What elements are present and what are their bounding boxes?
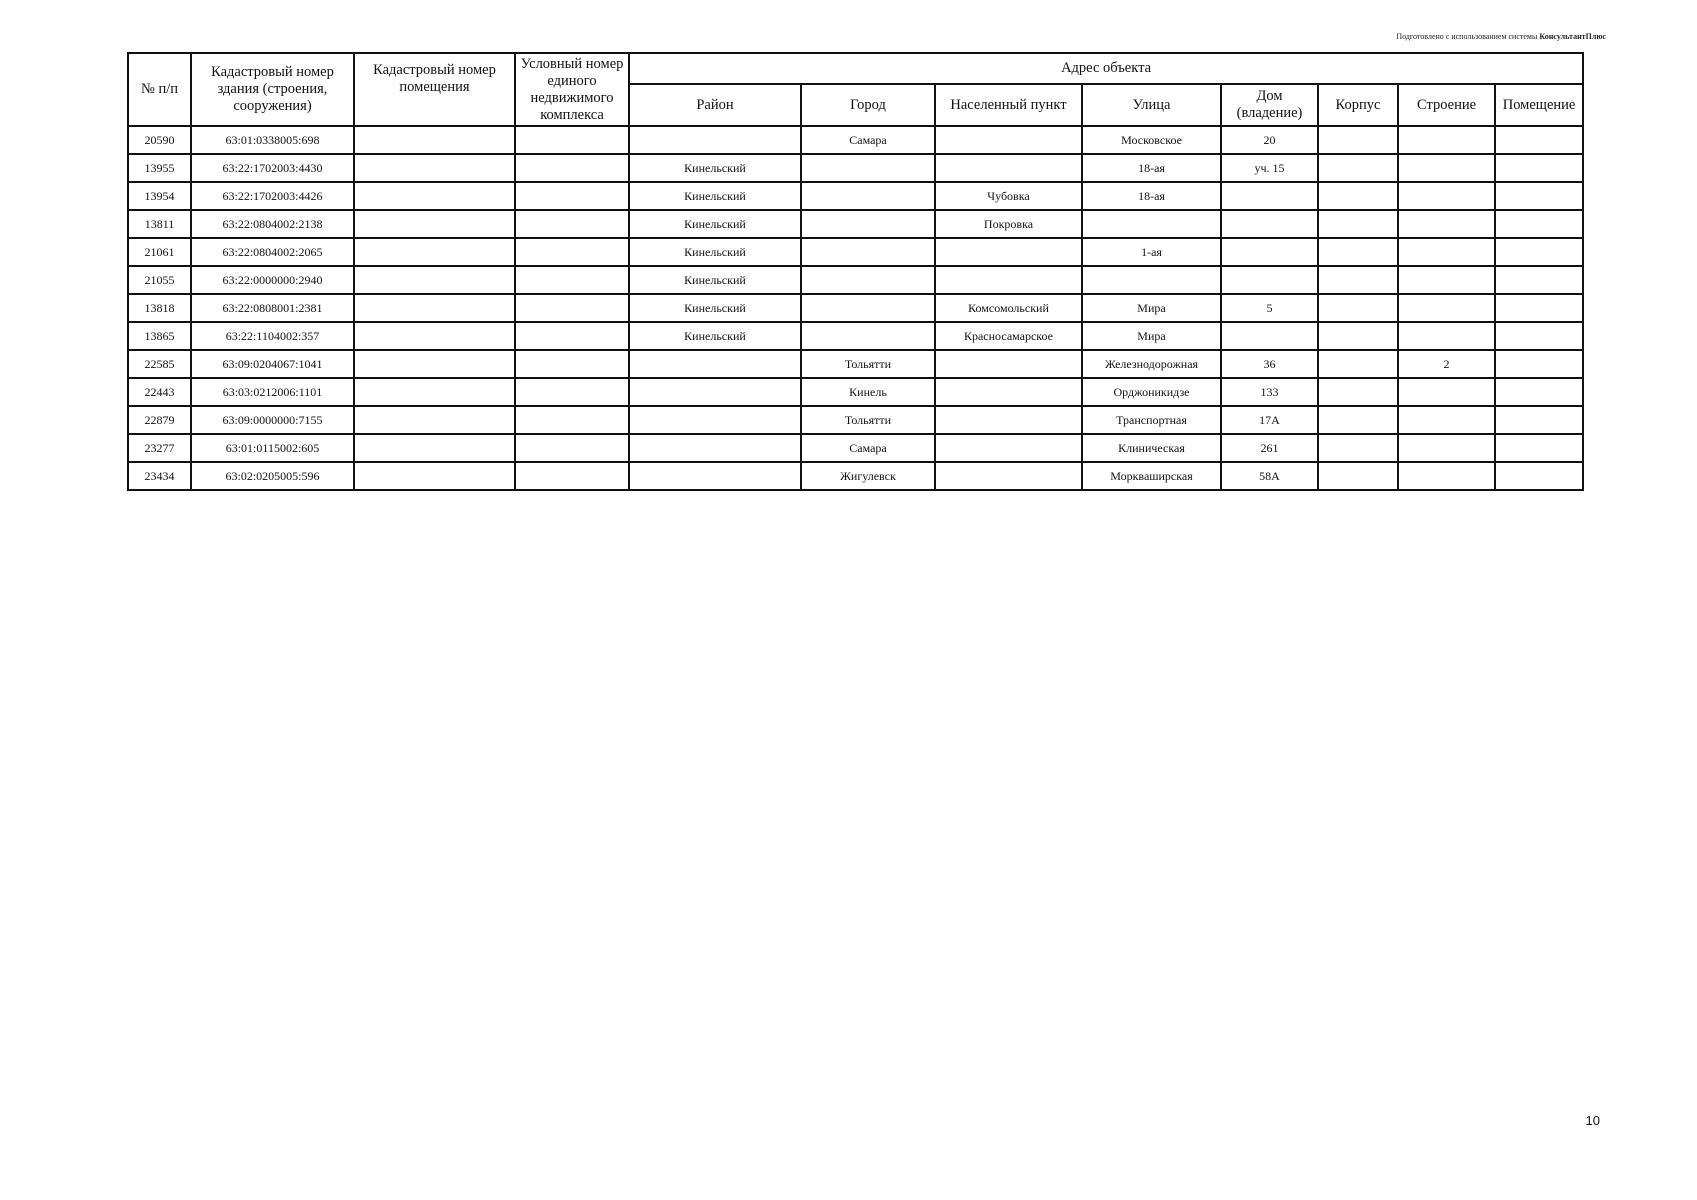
cell-city xyxy=(801,154,935,182)
cell-city: Самара xyxy=(801,434,935,462)
cell-num: 21061 xyxy=(128,238,191,266)
cell-locality xyxy=(935,378,1082,406)
cell-cond-num xyxy=(515,154,629,182)
cell-district xyxy=(629,462,801,490)
cell-cond-num xyxy=(515,238,629,266)
cell-cond-num xyxy=(515,322,629,350)
cell-house: 261 xyxy=(1221,434,1318,462)
cell-room xyxy=(1495,294,1583,322)
cell-cad-room xyxy=(354,210,515,238)
cell-korpus xyxy=(1318,154,1398,182)
table-row xyxy=(128,378,1583,406)
cell-stroenie xyxy=(1398,462,1495,490)
cell-cad-room xyxy=(354,462,515,490)
cell-room xyxy=(1495,210,1583,238)
cell-num: 23277 xyxy=(128,434,191,462)
cell-cad-building: 63:01:0338005:698 xyxy=(191,126,354,154)
cell-korpus xyxy=(1318,406,1398,434)
cell-district xyxy=(629,434,801,462)
cell-stroenie xyxy=(1398,434,1495,462)
cell-korpus xyxy=(1318,294,1398,322)
cell-stroenie xyxy=(1398,406,1495,434)
table-row xyxy=(128,462,1583,490)
cell-house xyxy=(1221,210,1318,238)
cell-district: Кинельский xyxy=(629,266,801,294)
cell-locality xyxy=(935,350,1082,378)
cell-locality xyxy=(935,238,1082,266)
col-header-num: № п/п xyxy=(128,53,191,126)
cell-street: 1-ая xyxy=(1082,238,1221,266)
cell-num: 22879 xyxy=(128,406,191,434)
cell-city xyxy=(801,322,935,350)
cell-cad-building: 63:22:1702003:4426 xyxy=(191,182,354,210)
cell-street: Железнодорожная xyxy=(1082,350,1221,378)
cell-city: Самара xyxy=(801,126,935,154)
table-row xyxy=(128,434,1583,462)
cell-house: 58А xyxy=(1221,462,1318,490)
table-row xyxy=(128,406,1583,434)
cell-num: 23434 xyxy=(128,462,191,490)
cell-stroenie xyxy=(1398,154,1495,182)
cell-room xyxy=(1495,182,1583,210)
col-group-address: Адрес объекта xyxy=(629,53,1583,84)
cell-house: 133 xyxy=(1221,378,1318,406)
cell-cad-building: 63:03:0212006:1101 xyxy=(191,378,354,406)
cell-num: 13818 xyxy=(128,294,191,322)
cell-locality: Чубовка xyxy=(935,182,1082,210)
cell-korpus xyxy=(1318,182,1398,210)
col-header-cond-num: Условный номер единого недвижимого комплекса xyxy=(515,53,629,126)
cell-cad-room xyxy=(354,378,515,406)
objects-table xyxy=(127,52,1584,491)
cell-room xyxy=(1495,126,1583,154)
cell-room xyxy=(1495,434,1583,462)
cell-house xyxy=(1221,266,1318,294)
cell-district: Кинельский xyxy=(629,294,801,322)
cell-num: 22443 xyxy=(128,378,191,406)
cell-house: 20 xyxy=(1221,126,1318,154)
cell-cond-num xyxy=(515,378,629,406)
cell-district: Кинельский xyxy=(629,322,801,350)
cell-cad-building: 63:09:0000000:7155 xyxy=(191,406,354,434)
cell-stroenie: 2 xyxy=(1398,350,1495,378)
cell-cond-num xyxy=(515,462,629,490)
cell-district xyxy=(629,378,801,406)
cell-cad-room xyxy=(354,126,515,154)
cell-district: Кинельский xyxy=(629,154,801,182)
cell-city xyxy=(801,210,935,238)
cell-stroenie xyxy=(1398,322,1495,350)
cell-room xyxy=(1495,266,1583,294)
cell-city: Кинель xyxy=(801,378,935,406)
col-header-stroenie: Строение xyxy=(1398,84,1495,126)
col-header-house: Дом (владение) xyxy=(1221,84,1318,126)
cell-cond-num xyxy=(515,126,629,154)
cell-cond-num xyxy=(515,182,629,210)
cell-cad-building: 63:09:0204067:1041 xyxy=(191,350,354,378)
cell-room xyxy=(1495,350,1583,378)
cell-city: Тольятти xyxy=(801,406,935,434)
cell-cond-num xyxy=(515,210,629,238)
cell-district: Кинельский xyxy=(629,210,801,238)
cell-locality xyxy=(935,266,1082,294)
cell-cond-num xyxy=(515,434,629,462)
cell-locality xyxy=(935,154,1082,182)
cell-street: Клиническая xyxy=(1082,434,1221,462)
cell-num: 13811 xyxy=(128,210,191,238)
table-row xyxy=(128,266,1583,294)
cell-stroenie xyxy=(1398,182,1495,210)
cell-num: 13865 xyxy=(128,322,191,350)
cell-cad-room xyxy=(354,434,515,462)
cell-room xyxy=(1495,154,1583,182)
cell-cad-building: 63:22:1104002:357 xyxy=(191,322,354,350)
cell-district: Кинельский xyxy=(629,238,801,266)
cell-city: Тольятти xyxy=(801,350,935,378)
cell-stroenie xyxy=(1398,294,1495,322)
cell-stroenie xyxy=(1398,210,1495,238)
cell-street: Моркваширская xyxy=(1082,462,1221,490)
cell-street: Орджоникидзе xyxy=(1082,378,1221,406)
col-header-city: Город xyxy=(801,84,935,126)
cell-stroenie xyxy=(1398,238,1495,266)
page-number: 10 xyxy=(1585,1113,1600,1128)
cell-korpus xyxy=(1318,238,1398,266)
cell-cad-room xyxy=(354,322,515,350)
cell-room xyxy=(1495,462,1583,490)
cell-korpus xyxy=(1318,462,1398,490)
cell-locality: Комсомольский xyxy=(935,294,1082,322)
cell-stroenie xyxy=(1398,266,1495,294)
header-note-prefix: Подготовлено с использованием системы xyxy=(1396,32,1538,41)
cell-cad-room xyxy=(354,182,515,210)
cell-street: Московское xyxy=(1082,126,1221,154)
cell-house xyxy=(1221,322,1318,350)
cell-korpus xyxy=(1318,378,1398,406)
cell-locality xyxy=(935,462,1082,490)
cell-korpus xyxy=(1318,210,1398,238)
cell-house xyxy=(1221,238,1318,266)
cell-cond-num xyxy=(515,406,629,434)
cell-num: 21055 xyxy=(128,266,191,294)
col-header-district: Район xyxy=(629,84,801,126)
col-header-street: Улица xyxy=(1082,84,1221,126)
cell-street xyxy=(1082,210,1221,238)
cell-num: 13954 xyxy=(128,182,191,210)
cell-street: Транспортная xyxy=(1082,406,1221,434)
cell-room xyxy=(1495,322,1583,350)
cell-stroenie xyxy=(1398,378,1495,406)
cell-house: 5 xyxy=(1221,294,1318,322)
table-row xyxy=(128,238,1583,266)
cell-cad-room xyxy=(354,294,515,322)
cell-locality xyxy=(935,126,1082,154)
cell-stroenie xyxy=(1398,126,1495,154)
cell-cad-room xyxy=(354,406,515,434)
table-body xyxy=(128,126,1583,490)
table-row xyxy=(128,210,1583,238)
cell-room xyxy=(1495,238,1583,266)
header-note-brand: КонсультантПлюс xyxy=(1539,32,1606,41)
cell-cond-num xyxy=(515,350,629,378)
table-row xyxy=(128,350,1583,378)
cell-num: 20590 xyxy=(128,126,191,154)
cell-house xyxy=(1221,182,1318,210)
cell-city xyxy=(801,238,935,266)
cell-district xyxy=(629,406,801,434)
cell-city xyxy=(801,182,935,210)
cell-locality xyxy=(935,406,1082,434)
cell-locality xyxy=(935,434,1082,462)
cell-cad-room xyxy=(354,266,515,294)
col-header-room: Помещение xyxy=(1495,84,1583,126)
cell-district: Кинельский xyxy=(629,182,801,210)
table-row xyxy=(128,294,1583,322)
cell-cond-num xyxy=(515,266,629,294)
cell-district xyxy=(629,350,801,378)
cell-cad-room xyxy=(354,350,515,378)
cell-cad-room xyxy=(354,238,515,266)
table-row xyxy=(128,322,1583,350)
cell-street: Мира xyxy=(1082,294,1221,322)
col-header-cad-building: Кадастровый номер здания (строения, сооружения) xyxy=(191,53,354,126)
cell-house: уч. 15 xyxy=(1221,154,1318,182)
table-row xyxy=(128,182,1583,210)
cell-num: 22585 xyxy=(128,350,191,378)
cell-korpus xyxy=(1318,434,1398,462)
cell-cad-building: 63:22:1702003:4430 xyxy=(191,154,354,182)
cell-korpus xyxy=(1318,126,1398,154)
cell-locality: Красносамарское xyxy=(935,322,1082,350)
cell-cond-num xyxy=(515,294,629,322)
cell-cad-building: 63:22:0808001:2381 xyxy=(191,294,354,322)
cell-city: Жигулевск xyxy=(801,462,935,490)
cell-city xyxy=(801,266,935,294)
col-header-cad-room: Кадастровый номер помещения xyxy=(354,53,515,126)
cell-room xyxy=(1495,378,1583,406)
cell-cad-building: 63:22:0804002:2138 xyxy=(191,210,354,238)
cell-room xyxy=(1495,406,1583,434)
col-header-korpus: Корпус xyxy=(1318,84,1398,126)
cell-house: 17А xyxy=(1221,406,1318,434)
cell-cad-building: 63:22:0804002:2065 xyxy=(191,238,354,266)
cell-district xyxy=(629,126,801,154)
consultant-header-note xyxy=(1200,32,1606,41)
cell-korpus xyxy=(1318,322,1398,350)
cell-street xyxy=(1082,266,1221,294)
cell-house: 36 xyxy=(1221,350,1318,378)
cell-locality: Покровка xyxy=(935,210,1082,238)
cell-city xyxy=(801,294,935,322)
cell-cad-building: 63:01:0115002:605 xyxy=(191,434,354,462)
cell-korpus xyxy=(1318,350,1398,378)
cell-cad-building: 63:22:0000000:2940 xyxy=(191,266,354,294)
table-row xyxy=(128,126,1583,154)
table-row xyxy=(128,154,1583,182)
cell-street: 18-ая xyxy=(1082,154,1221,182)
cell-cad-building: 63:02:0205005:596 xyxy=(191,462,354,490)
cell-cad-room xyxy=(354,154,515,182)
cell-num: 13955 xyxy=(128,154,191,182)
cell-korpus xyxy=(1318,266,1398,294)
cell-street: Мира xyxy=(1082,322,1221,350)
cell-street: 18-ая xyxy=(1082,182,1221,210)
col-header-locality: Населенный пункт xyxy=(935,84,1082,126)
